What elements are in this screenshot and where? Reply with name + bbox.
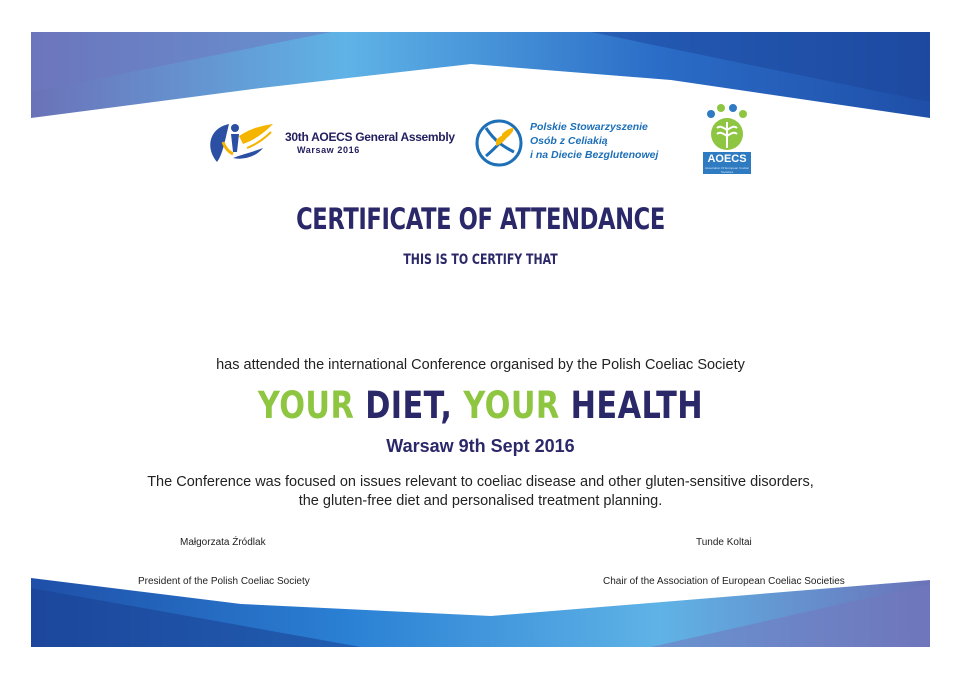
conference-description bbox=[31, 473, 930, 511]
polish-society-logo bbox=[472, 116, 682, 172]
signatory-role-1: President of the Polish Coeliac Society bbox=[138, 576, 310, 587]
polish-society-line: Polskie Stowarzyszenie bbox=[530, 121, 648, 133]
signatory-name-1: Małgorzata Źródlak bbox=[180, 537, 266, 548]
certificate bbox=[31, 32, 930, 647]
signatory-name-2: Tunde Koltai bbox=[696, 537, 752, 548]
conference-date: Warsaw 9th Sept 2016 bbox=[386, 436, 575, 456]
headline-health: HEALTH bbox=[559, 384, 704, 427]
signatory-role-2: Chair of the Association of European Coeliac Societies bbox=[603, 576, 845, 587]
people-wheat-icon bbox=[701, 104, 757, 154]
description-line: the gluten-free diet and personalised treatment planning. bbox=[298, 493, 663, 509]
headline-your: YOUR bbox=[257, 384, 355, 427]
certificate-title: CERTIFICATE OF ATTENDANCE bbox=[296, 202, 665, 236]
wheat-circle-icon bbox=[472, 116, 526, 170]
assembly-location: Warsaw 2016 bbox=[297, 145, 360, 155]
attendance-statement: has attended the international Conference organised by the Polish Coeliac Society bbox=[216, 357, 745, 373]
headline-your: YOUR bbox=[463, 384, 560, 427]
conference-headline bbox=[112, 384, 849, 427]
headline-diet: DIET, bbox=[354, 384, 464, 427]
polish-society-name bbox=[530, 120, 658, 162]
aoecs-logo bbox=[701, 104, 757, 176]
description-line: The Conference was focused on issues relevant to coeliac disease and other gluten-sensitive disorders, bbox=[147, 474, 814, 490]
assembly-emblem-icon bbox=[203, 118, 283, 170]
assembly-title: 30th AOECS General Assembly bbox=[285, 130, 455, 144]
polish-society-line: Osób z Celiakią bbox=[530, 135, 608, 147]
polish-society-line: i na Diecie Bezglutenowej bbox=[530, 149, 659, 161]
certificate-subtitle: THIS IS TO CERTIFY THAT bbox=[403, 252, 558, 268]
aoecs-full-name: Association Of European Coeliac Societies bbox=[704, 166, 750, 174]
aoecs-abbreviation: AOECS bbox=[703, 152, 751, 174]
aoecs-assembly-logo bbox=[203, 118, 455, 170]
